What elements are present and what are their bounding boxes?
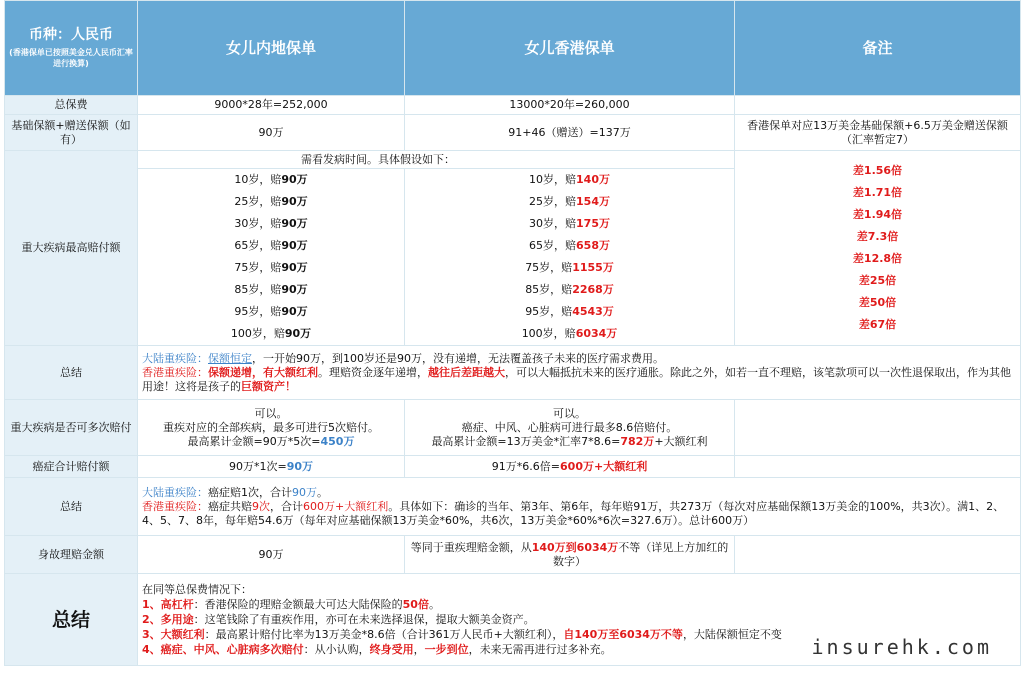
cancer-hk: 91万*6.6倍=600万+大额红利 bbox=[405, 456, 735, 478]
remark-header: 备注 bbox=[735, 1, 1021, 96]
comparison-table bbox=[4, 0, 1021, 666]
hk-age-item: 65岁，赔658万 bbox=[529, 239, 610, 252]
mainland-age-item: 30岁，赔90万 bbox=[234, 217, 308, 230]
cancer-label: 癌症合计赔付额 bbox=[5, 456, 138, 478]
hk-age-item: 95岁，赔4543万 bbox=[525, 305, 614, 318]
critical-diff-cell bbox=[735, 151, 1021, 346]
summary2-text bbox=[138, 478, 1021, 536]
critical-mainland-cell bbox=[138, 169, 405, 346]
diff-item: 差25倍 bbox=[858, 274, 897, 287]
base-remark: 香港保单对应13万美金基础保额+6.5万美金赠送保额（汇率暂定7） bbox=[735, 115, 1021, 151]
multi-hk: 可以。 癌症、中风、心脏病可进行最多8.6倍赔付。 最高累计金额=13万美金*汇率7*8.6=782万+大额红利 bbox=[405, 400, 735, 456]
premium-label: 总保费 bbox=[5, 96, 138, 115]
base-row bbox=[5, 115, 1021, 151]
death-hk: 等同于重疾理赔金额，从140万到6034万不等（详见上方加红的数字） bbox=[405, 536, 735, 574]
watermark: insurehk.com bbox=[808, 635, 997, 659]
mainland-age-item: 10岁，赔90万 bbox=[234, 173, 308, 186]
multi-row bbox=[5, 400, 1021, 456]
currency-note: (香港保单已按照美金兑人民币汇率进行换算) bbox=[9, 48, 133, 68]
diff-item: 差67倍 bbox=[858, 318, 897, 331]
hk-age-item: 75岁，赔1155万 bbox=[525, 261, 614, 274]
summary1-line-mainland: 大陆重疾险：保额恒定，一开始90万，到100岁还是90万，没有递增，无法覆盖孩子未来的医疗需求费用。 bbox=[142, 351, 664, 365]
death-mainland: 90万 bbox=[138, 536, 405, 574]
premium-hk: 13000*20年=260,000 bbox=[405, 96, 735, 115]
currency-label: 币种：人民币 bbox=[29, 27, 113, 43]
summary2-row bbox=[5, 478, 1021, 536]
premium-row bbox=[5, 96, 1021, 115]
critical-intro: 需看发病时间。具体假设如下： bbox=[138, 151, 735, 169]
final-item: 2、多用途：这笔钱除了有重疾作用，亦可在未来选择退保，提取大额美金资产。 bbox=[142, 613, 535, 626]
diff-item: 差1.71倍 bbox=[852, 186, 903, 199]
diff-item: 差1.94倍 bbox=[852, 208, 903, 221]
final-item: 4、癌症、中风、心脏病多次赔付：从小认购，终身受用，一步到位，未来无需再进行过多补充。 bbox=[142, 643, 612, 656]
mainland-age-item: 65岁，赔90万 bbox=[234, 239, 308, 252]
multi-remark bbox=[735, 400, 1021, 456]
mainland-age-item: 25岁，赔90万 bbox=[234, 195, 308, 208]
cancer-row bbox=[5, 456, 1021, 478]
hk-age-item: 10岁，赔140万 bbox=[529, 173, 610, 186]
critical-label: 重大疾病最高赔付额 bbox=[5, 151, 138, 346]
hk-age-item: 85岁，赔2268万 bbox=[525, 283, 614, 296]
hk-age-item: 100岁，赔6034万 bbox=[521, 327, 618, 340]
summary1-line-hk: 香港重疾险：保额递增，有大额红利。理赔资金逐年递增，越往后差距越大，可以大幅抵抗未来的医疗通胀。除此之外，如若一直不理赔，该笔款项可以一次性退保取出，作为其他用途！这将是孩子的巨额资产！ bbox=[142, 365, 1011, 393]
death-label: 身故理赔金额 bbox=[5, 536, 138, 574]
critical-mainland-list bbox=[138, 169, 404, 345]
premium-mainland: 9000*28年=252,000 bbox=[138, 96, 405, 115]
cancer-mainland: 90万*1次=90万 bbox=[138, 456, 405, 478]
mainland-age-item: 95岁，赔90万 bbox=[234, 305, 308, 318]
critical-hk-cell bbox=[405, 169, 735, 346]
base-hk: 91+46（赠送）=137万 bbox=[405, 115, 735, 151]
diff-item: 差1.56倍 bbox=[852, 164, 903, 177]
summary1-label: 总结 bbox=[5, 346, 138, 400]
mainland-age-item: 75岁，赔90万 bbox=[234, 261, 308, 274]
final-summary-label: 总结 bbox=[5, 574, 138, 666]
diff-item: 差12.8倍 bbox=[852, 252, 903, 265]
critical-hk-list bbox=[405, 169, 734, 345]
critical-intro-row bbox=[5, 151, 1021, 169]
hk-age-item: 25岁，赔154万 bbox=[529, 195, 610, 208]
hk-header: 女儿香港保单 bbox=[405, 1, 735, 96]
final-item: 3、大额红利：最高累计赔付比率为13万美金*8.6倍（合计361万人民币+大额红利），自140万至6034万不等，大陆保额恒定不变 bbox=[142, 628, 782, 641]
multi-mainland: 可以。 重疾对应的全部疾病，最多可进行5次赔付。 最高累计金额=90万*5次=450万 bbox=[138, 400, 405, 456]
summary2-line-mainland: 大陆重疾险：癌症赔1次，合计90万。 bbox=[142, 485, 328, 499]
diff-item: 差50倍 bbox=[858, 296, 897, 309]
base-mainland: 90万 bbox=[138, 115, 405, 151]
base-label: 基础保额+赠送保额（如有） bbox=[5, 115, 138, 151]
death-remark bbox=[735, 536, 1021, 574]
multi-label: 重大疾病是否可多次赔付 bbox=[5, 400, 138, 456]
cancer-remark bbox=[735, 456, 1021, 478]
death-row bbox=[5, 536, 1021, 574]
mainland-header: 女儿内地保单 bbox=[138, 1, 405, 96]
summary2-line-hk: 香港重疾险：癌症共赔9次，合计600万+大额红利。具体如下：确诊的当年、第3年、第6年，每年赔91万，共273万（每次对应基础保额13万美金的100%，共3次）。满1、2、4、5、7、8年，每年赔54.6万（每年对应基础保额13万美金*60%，共6次，13万美金*60%*6次=327.6万）。总计600万） bbox=[142, 499, 1005, 527]
diff-item: 差7.3倍 bbox=[856, 230, 899, 243]
summary2-label: 总结 bbox=[5, 478, 138, 536]
mainland-age-item: 100岁，赔90万 bbox=[230, 327, 312, 340]
summary1-text bbox=[138, 346, 1021, 400]
critical-diff-list bbox=[735, 160, 1020, 336]
summary1-row bbox=[5, 346, 1021, 400]
header-row bbox=[5, 1, 1021, 96]
hk-age-item: 30岁，赔175万 bbox=[529, 217, 610, 230]
premium-remark bbox=[735, 96, 1021, 115]
mainland-age-item: 85岁，赔90万 bbox=[234, 283, 308, 296]
final-item: 1、高杠杆：香港保险的理赔金额最大可达大陆保险的50倍。 bbox=[142, 598, 440, 611]
final-summary-text: 在同等总保费情况下： 1、高杠杆：香港保险的理赔金额最大可达大陆保险的50倍。 2、多用途：这笔钱除了有重疾作用，亦可在未来选择退保，提取大额美金资产。 3、大额红利：最高累计赔付比率为13万美金*8.6倍（合计361万人民币+大额红利），自140万至6034万不等，大陆保额恒定不变 4、癌症、中风、心脏病多次赔付：从小认购，终身受用，一步到位，未来无需再进行过多补充。 bbox=[138, 574, 1021, 666]
currency-header bbox=[5, 1, 138, 96]
